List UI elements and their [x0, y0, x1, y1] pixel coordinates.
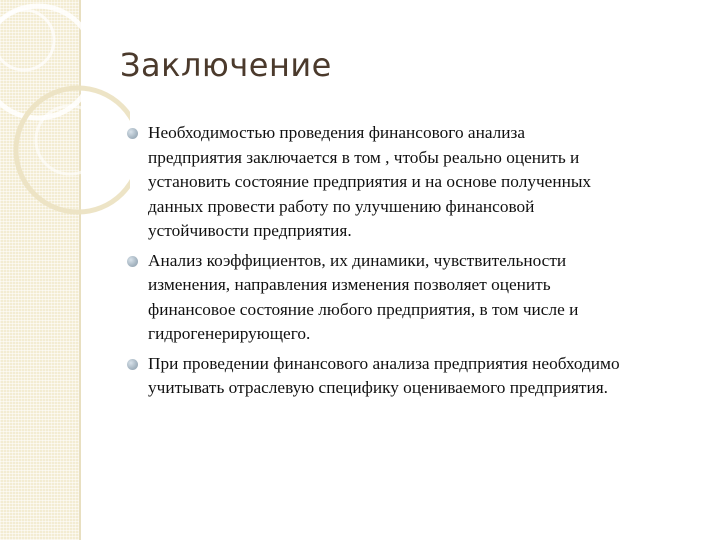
- slide-title: Заключение: [120, 46, 332, 84]
- bullet-dot-icon: [127, 256, 138, 267]
- decorative-circles: [0, 0, 130, 230]
- bullet-list: [148, 121, 704, 406]
- bullet-text: Анализ коэффициентов, их динамики, чувствительности изменения, направления изменения позволяет оценить финансовое состояние любого предприятия, в том числе и гидрогенерирующего.: [148, 250, 579, 343]
- bullet-item: [148, 121, 704, 244]
- decorative-circle-inner: [0, 10, 54, 70]
- decorative-circle-lower-inner: [36, 106, 104, 174]
- bullet-item: [148, 249, 704, 347]
- bullet-dot-icon: [127, 359, 138, 370]
- bullet-text: Необходимостью проведения финансового анализа предприятия заключается в том , чтобы реально оценить и установить состояние предприятия и на основе полученных данных провести работу по улучшению финансовой устойчивости предприятия.: [148, 123, 592, 240]
- bullet-text: При проведении финансового анализа предприятия необходимо учитывать отраслевую специфику оцениваемого предприятия.: [148, 353, 620, 397]
- bullet-dot-icon: [127, 128, 138, 139]
- bullet-item: [148, 352, 704, 401]
